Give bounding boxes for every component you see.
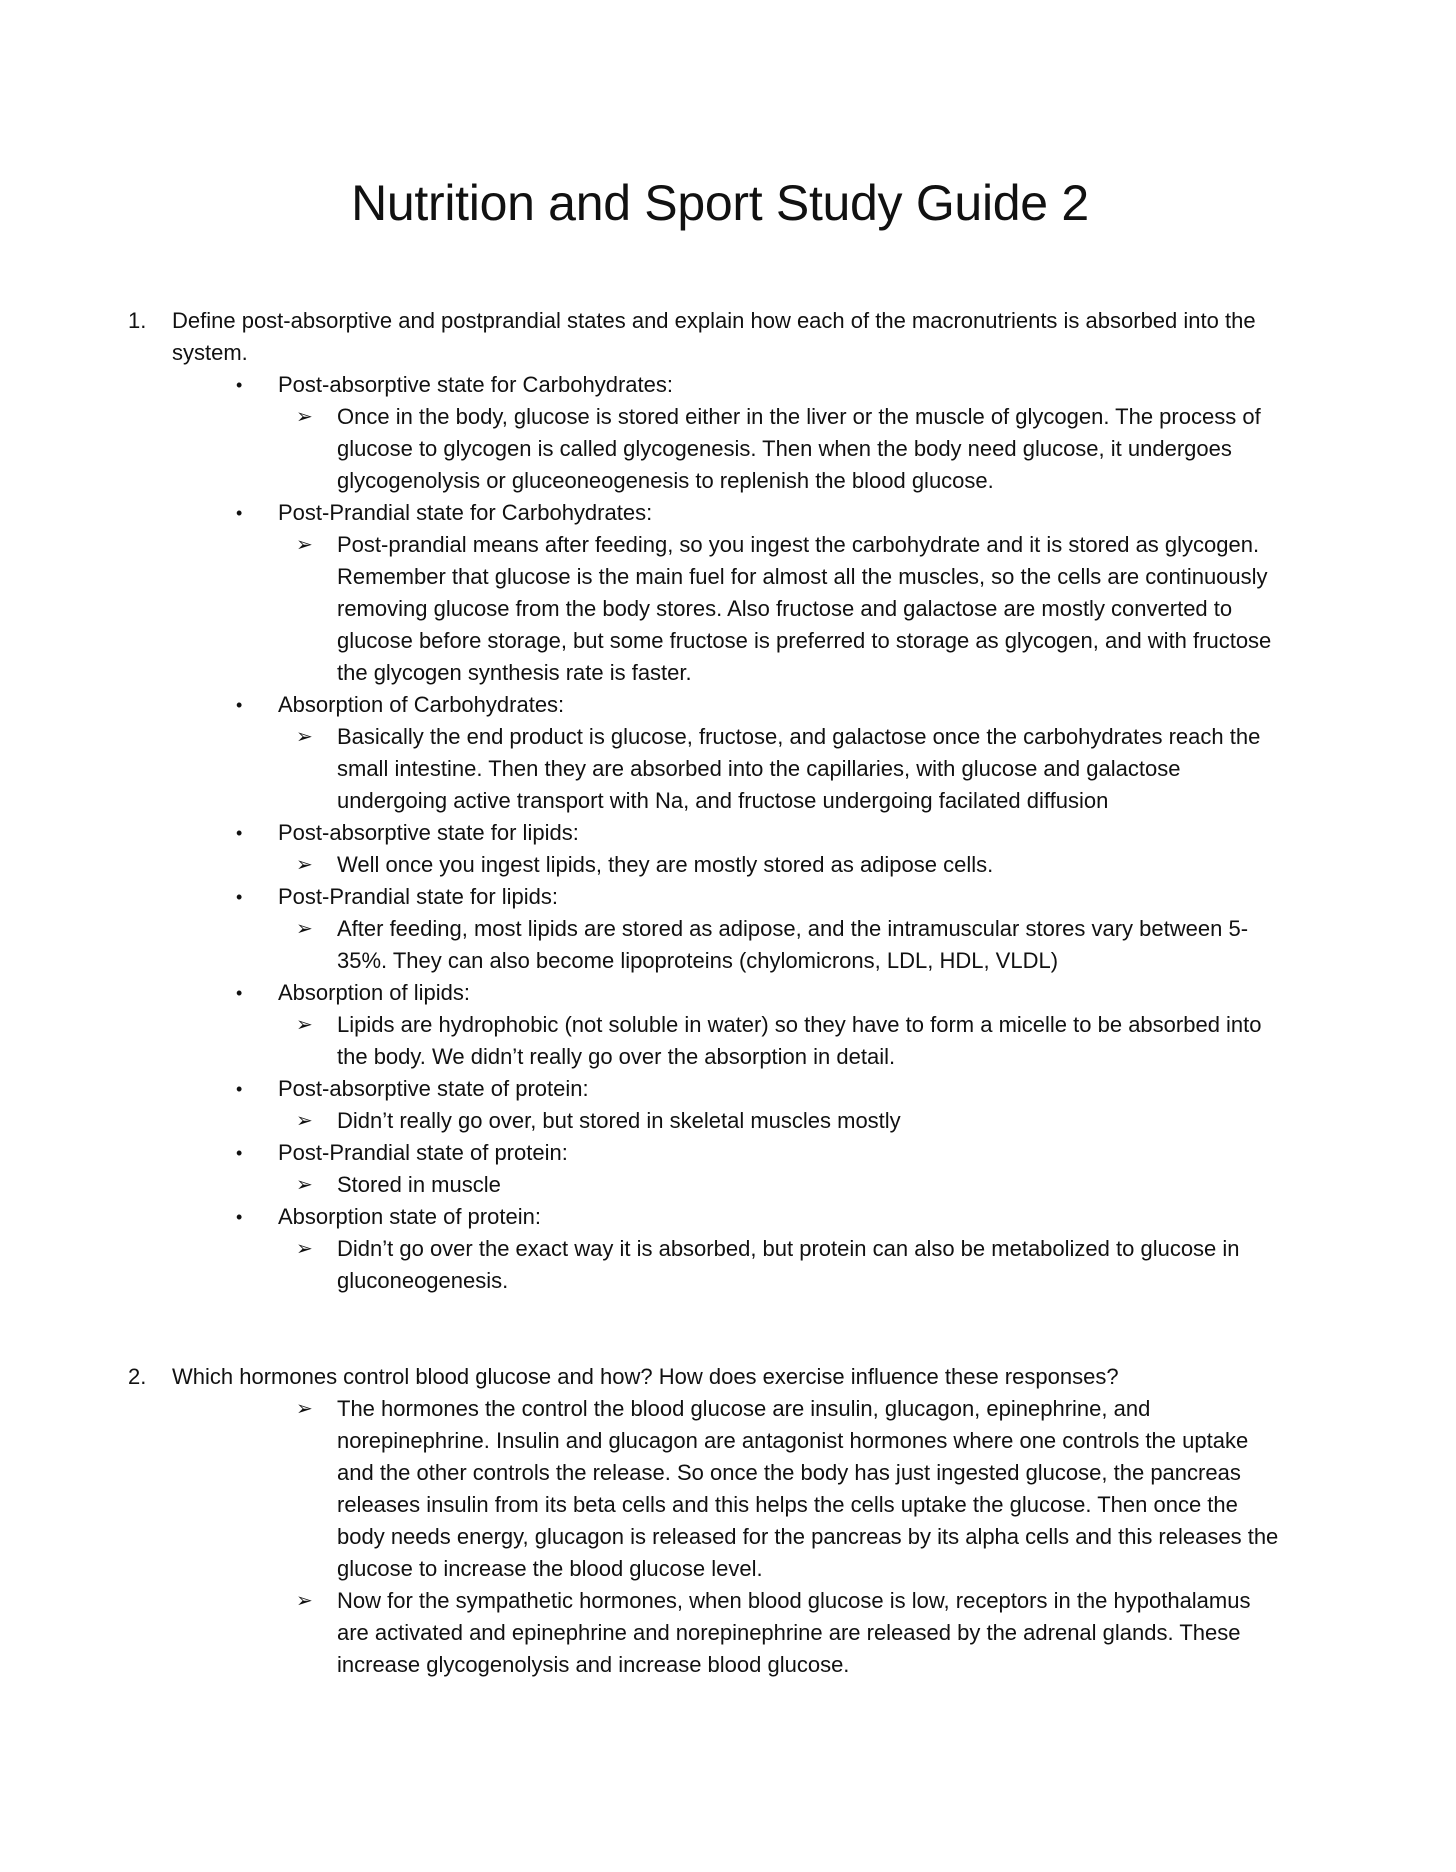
answer-text: Once in the body, glucose is stored either in the liver or the muscle of glycogen. The process of glucose to glycogen is called glycogenesis. Then when the body need glucose, it undergoes glycogenolysis or gluceoneogenesis to replenish the blood glucose. [337,404,1261,493]
answer-item [0,529,1282,689]
bullet-marker: • [236,823,243,843]
answer-item [0,401,1282,497]
bullet-item [0,881,1278,913]
bullet-marker: • [236,1143,243,1163]
bullet-item [0,497,1278,529]
document-body [0,305,1456,1681]
bullet-label: Post-absorptive state of protein: [278,1076,589,1101]
bullet-label: Absorption of Carbohydrates: [278,692,565,717]
answer-text: Well once you ingest lipids, they are mostly stored as adipose cells. [337,852,994,877]
arrow-marker: ➢ [296,534,313,556]
answer-item [0,1169,1282,1201]
answer-text: Didn’t go over the exact way it is absorbed, but protein can also be metabolized to glucose in gluconeogenesis. [337,1236,1240,1293]
answer-item [0,913,1282,977]
question-1 [0,305,1272,369]
bullet-marker: • [236,983,243,1003]
answer-text: The hormones the control the blood glucose are insulin, glucagon, epinephrine, and norepinephrine. Insulin and glucagon are antagonist hormones where one controls the uptake and the other controls the release. So once the body has just ingested glucose, the pancreas releases insulin from its beta cells and this helps the cells uptake the glucose. Then once the body needs energy, glucagon is released for the pancreas by its alpha cells and this releases the glucose to increase the blood glucose level. [337,1396,1279,1581]
arrow-marker: ➢ [296,1238,313,1260]
bullet-marker: • [236,695,243,715]
bullet-item [0,1073,1278,1105]
answer-item [0,721,1282,817]
question-text: Define post-absorptive and postprandial states and explain how each of the macronutrients is absorbed into the system. [172,308,1256,365]
answer-item [0,1105,1282,1137]
bullet-item [0,369,1278,401]
bullet-marker: • [236,503,243,523]
bullet-item [0,1201,1278,1233]
arrow-marker: ➢ [296,406,313,428]
answer-text: Stored in muscle [337,1172,501,1197]
arrow-marker: ➢ [296,1110,313,1132]
bullet-label: Post-Prandial state for lipids: [278,884,559,909]
bullet-label: Post-Prandial state for Carbohydrates: [278,500,653,525]
bullet-label: Post-Prandial state of protein: [278,1140,568,1165]
bullet-marker: • [236,1207,243,1227]
bullet-item [0,689,1278,721]
answer-item [0,1009,1282,1073]
bullet-label: Post-absorptive state for lipids: [278,820,579,845]
answer-item [0,1393,1282,1585]
answer-item [0,849,1282,881]
bullet-label: Absorption state of protein: [278,1204,541,1229]
bullet-item [0,977,1278,1009]
document-title: Nutrition and Sport Study Guide 2 [351,175,1089,231]
bullet-item [0,817,1278,849]
answer-item [0,1233,1282,1297]
arrow-marker: ➢ [296,854,313,876]
question-2 [0,1361,1272,1393]
question-number: 1. [128,308,147,333]
arrow-marker: ➢ [296,726,313,748]
bullet-label: Post-absorptive state for Carbohydrates: [278,372,673,397]
arrow-marker: ➢ [296,1014,313,1036]
arrow-marker: ➢ [296,1590,313,1612]
answer-text: Lipids are hydrophobic (not soluble in water) so they have to form a micelle to be absorbed into the body. We didn’t really go over the absorption in detail. [337,1012,1262,1069]
bullet-item [0,1137,1278,1169]
arrow-marker: ➢ [296,1398,313,1420]
answer-text: After feeding, most lipids are stored as adipose, and the intramuscular stores vary between 5-35%. They can also become lipoproteins (chylomicrons, LDL, HDL, VLDL) [337,916,1249,973]
bullet-marker: • [236,375,243,395]
question-text: Which hormones control blood glucose and how? How does exercise influence these responses? [172,1364,1119,1389]
bullet-marker: • [236,1079,243,1099]
arrow-marker: ➢ [296,918,313,940]
bullet-label: Absorption of lipids: [278,980,470,1005]
answer-item [0,1585,1282,1681]
answer-text: Didn’t really go over, but stored in skeletal muscles mostly [337,1108,901,1133]
bullet-marker: • [236,887,243,907]
answer-text: Now for the sympathetic hormones, when blood glucose is low, receptors in the hypothalamus are activated and epinephrine and norepinephrine are released by the adrenal glands. These increase glycogenolysis and increase blood glucose. [337,1588,1251,1677]
answer-text: Post-prandial means after feeding, so you ingest the carbohydrate and it is stored as glycogen. Remember that glucose is the main fuel for almost all the muscles, so the cells are continuously removing glucose from the body stores. Also fructose and galactose are mostly converted to glucose before storage, but some fructose is preferred to storage as glycogen, and with fructose the glycogen synthesis rate is faster. [337,532,1272,685]
arrow-marker: ➢ [296,1174,313,1196]
answer-text: Basically the end product is glucose, fructose, and galactose once the carbohydrates reach the small intestine. Then they are absorbed into the capillaries, with glucose and galactose undergoing active transport with Na, and fructose undergoing facilated diffusion [337,724,1261,813]
question-number: 2. [128,1364,147,1389]
